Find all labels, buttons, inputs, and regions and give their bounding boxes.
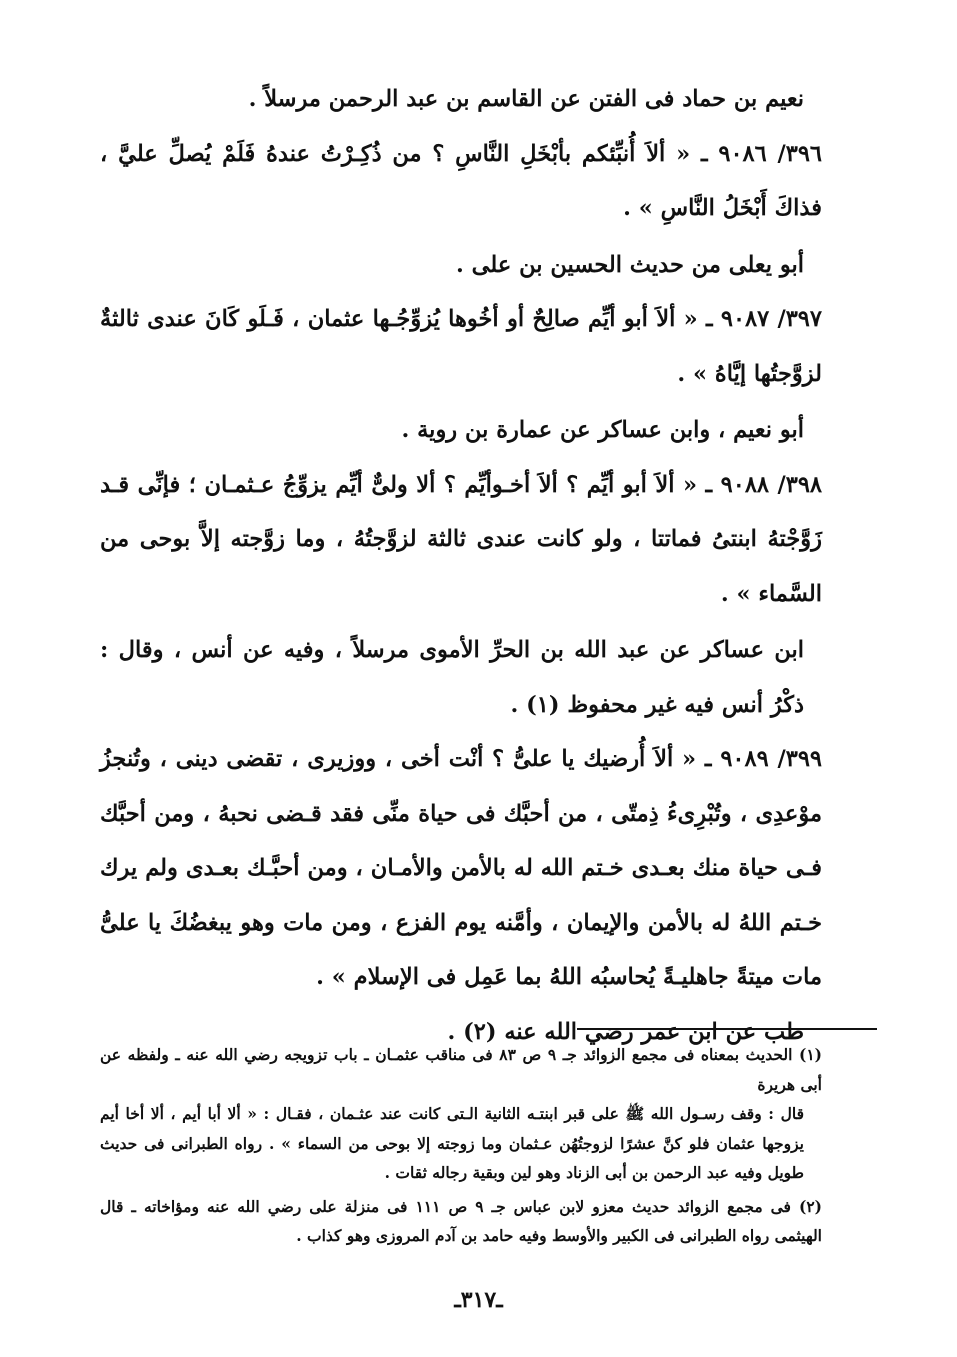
footnote-1-continuation: قال : وقف رسـول الله ﷺ على قبر ابنتـه الثانية الـتى كانت عند عثـمان ، فقـال : « ألا أبا أيم ، ألا أخا أيم يزوجها عثمان فلو كنَّ عشرًا لزوجتُهُن عـثمان وما زوجته إلا بوحى من السماء » . رواه الطبرانى فى حديث طويل وفيه عبد الرحمن بن أبى الزناد وهو لين وبقية رجاله ثقات . [100, 1104, 804, 1182]
main-text [100, 72, 822, 1059]
page-number: ـ٣١٧ـ [454, 1287, 503, 1313]
footnotes [100, 1040, 822, 1251]
hadith-paragraph: ٣٩٧/ ٩٠٨٧ ـ « ألاَ أبو أيِّم صالِحٌ أو أخُوها يُزوِّجُـها عثمان ، فَـلَو كَانَ عندى ثالثةٌ لزوَّجتُها إيَّاهُ » . [100, 306, 822, 387]
hadith-paragraph: ٣٩٦/ ٩٠٨٦ ـ « ألاَ أُنبِّئكم بأبْخَلِ النَّاسِ ؟ من ذُكِـرْتُ عندهُ فَلَمْ يُصلِّ عليَّ ، فذاكَ أَبْخَلُ النَّاسِ » . [100, 140, 822, 221]
hadith-paragraph: ٣٩٨/ ٩٠٨٨ ـ « ألاَ أبو أيِّم ؟ ألاَ أخـوأيِّم ؟ ألا ولىٌّ أيِّم يزوِّجُ عـثمـان ؛ فإنِّى قـد زَوَّجْتهُ ابنتىُ فماتتا ، ولو كانت عندى ثالثة لزوَّجتُهُ ، وما زوَّجته إلاَّ بوحى من السَّماء » . [100, 471, 822, 607]
source-line: ابن عساكر عن عبد الله بن الحرِّ الأموى مرسلاً ، وفيه عن أنس ، وقال : ذكْرُ أنس فيه غير محفوظ (١) . [100, 637, 804, 718]
source-line: أبو نعيم ، وابن عساكر عن عمارة بن روية . [401, 417, 804, 443]
source-line: نعيم بن حماد فى الفتن عن القاسم بن عبد الرحمن مرسلاً . [248, 86, 804, 112]
hadith-paragraph: ٣٩٩/ ٩٠٨٩ ـ « ألاَ أُرضيك يا علىُّ ؟ أنْت أخى ، ووزيرى ، تقضى دينى ، وتُنجزُ موْعدِى ، وتُبْرِىءُ ذِمتّى ، من أحبَّك فى حياة منِّى فقد قـضى نحبهُ ، ومن أحبَّك فـى حياة منك بعـدى خـتم الله له بالأمن والأمـان ، ومن أحبَّـك بعـدى ولم يرك خـتم اللهُ له بالأمن والإيمان ، وأمَّنه يوم الفزع ، ومن مات وهو يبغضُكَ يا علىُّ مات ميتةً جاهليـةً يُحاسبُه اللهُ بما عَمِل فى الإسلام » . [100, 746, 822, 990]
footnote-1: (١) الحديث بمعناه فى مجمع الزوائد جـ ٩ ص ٨٣ فى مناقب عثمـان ـ باب تزويجه رضي الله عنه ـ ولفظه عن أبى هريرة [100, 1045, 822, 1094]
source-line: طب عن ابن عمر رضي الله عنه (٢) . [447, 1018, 804, 1045]
footnote-2: (٢) فى مجمع الزوائد حديث معزو لابن عباس جـ ٩ ص ١١١ فى منزلة على رضي الله عنه ومؤاخاته ـ قال الهيثمى رواه الطبرانى فى الكبير والأوسط وفيه حامد بن آدم المروزى وهو كذاب . [100, 1196, 822, 1245]
footnote-divider [577, 1028, 877, 1030]
source-line: أبو يعلى من حديث الحسين بن على . [455, 251, 804, 278]
